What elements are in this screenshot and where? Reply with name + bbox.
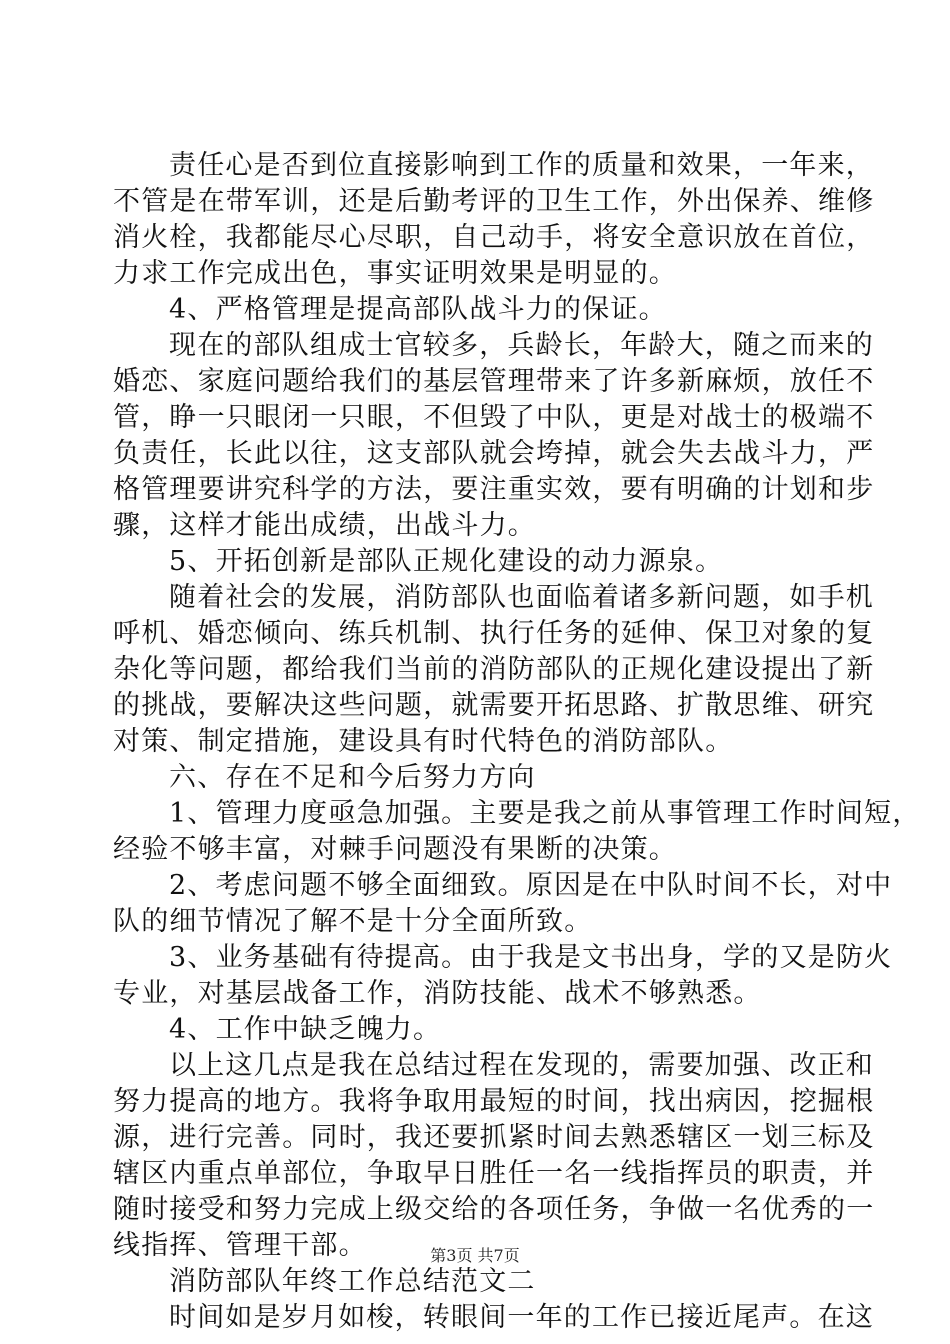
text-line: 专业，对基层战备工作，消防技能、战术不够熟悉。 (113, 978, 762, 1009)
text-line: 力求工作完成出色，事实证明效果是明显的。 (113, 258, 677, 289)
text-line: 随时接受和努力完成上级交给的各项任务，争做一名优秀的一 (113, 1194, 875, 1225)
text-line: 辖区内重点单部位，争取早日胜任一名一线指挥员的职责，并 (113, 1158, 875, 1189)
text-line: 线指挥、管理干部。 (113, 1230, 367, 1261)
text-line: 队的细节情况了解不是十分全面所致。 (113, 906, 593, 937)
text-line: 不管是在带军训，还是后勤考评的卫生工作，外出保养、维修 (113, 186, 875, 217)
text-line: 骤，这样才能出成绩，出战斗力。 (113, 510, 536, 541)
text-line: 努力提高的地方。我将争取用最短的时间，找出病因，挖掘根 (113, 1086, 875, 1117)
text-line: 杂化等问题，都给我们当前的消防部队的正规化建设提出了新 (113, 654, 875, 685)
document-body (113, 148, 921, 1336)
text-line: 消防部队年终工作总结范文二 (169, 1266, 536, 1297)
text-line: 4、工作中缺乏魄力。 (169, 1014, 442, 1045)
text-line: 2、考虑问题不够全面细致。原因是在中队时间不长，对中 (169, 870, 893, 901)
text-line: 格管理要讲究科学的方法，要注重实效，要有明确的计划和步 (113, 474, 875, 505)
text-line: 经验不够丰富，对棘手问题没有果断的决策。 (113, 834, 677, 865)
text-line: 时间如是岁月如梭，转眼间一年的工作已接近尾声。在这 (169, 1302, 874, 1333)
text-line: 源，进行完善。同时，我还要抓紧时间去熟悉辖区一划三标及 (113, 1122, 875, 1153)
text-line: 对策、制定措施，建设具有时代特色的消防部队。 (113, 726, 734, 757)
text-line: 现在的部队组成士官较多，兵龄长，年龄大，随之而来的 (169, 330, 874, 361)
text-line: 的挑战，要解决这些问题，就需要开拓思路、扩散思维、研究 (113, 690, 875, 721)
text-line: 4、严格管理是提高部队战斗力的保证。 (169, 294, 667, 325)
text-line: 1、管理力度亟急加强。主要是我之前从事管理工作时间短， (169, 798, 921, 829)
text-line: 5、开拓创新是部队正规化建设的动力源泉。 (169, 546, 724, 577)
text-line: 呼机、婚恋倾向、练兵机制、执行任务的延伸、保卫对象的复 (113, 618, 875, 649)
text-line: 责任心是否到位直接影响到工作的质量和效果，一年来， (169, 150, 874, 181)
text-line: 六、存在不足和今后努力方向 (169, 762, 536, 793)
text-line: 负责任，长此以往，这支部队就会垮掉，就会失去战斗力，严 (113, 438, 875, 469)
text-line: 以上这几点是我在总结过程在发现的，需要加强、改正和 (169, 1050, 874, 1081)
text-line: 随着社会的发展，消防部队也面临着诸多新问题，如手机 (169, 582, 874, 613)
text-line: 管，睁一只眼闭一只眼，不但毁了中队，更是对战士的极端不 (113, 402, 875, 433)
text-line: 消火栓，我都能尽心尽职，自己动手，将安全意识放在首位， (113, 222, 875, 253)
text-line: 婚恋、家庭问题给我们的基层管理带来了许多新麻烦，放任不 (113, 366, 875, 397)
text-line: 3、业务基础有待提高。由于我是文书出身，学的又是防火 (169, 942, 893, 973)
page-footer: 第3页 共7页 (430, 1246, 520, 1265)
